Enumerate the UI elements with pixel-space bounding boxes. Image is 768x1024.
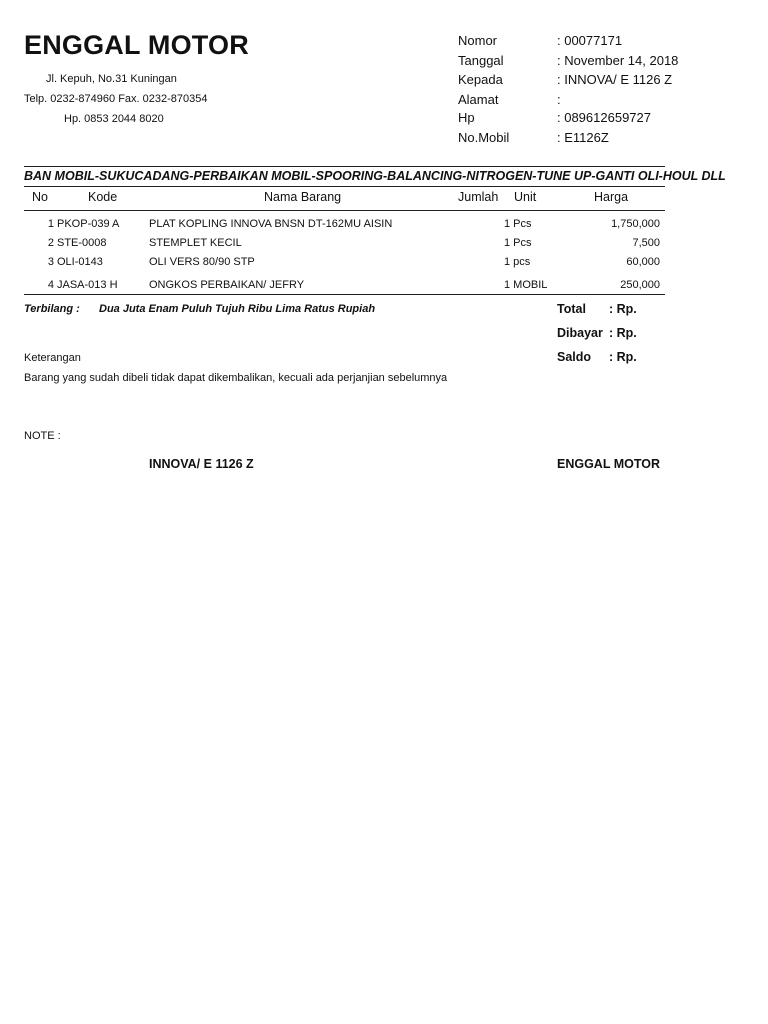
saldo-label: Saldo <box>557 350 592 364</box>
row-harga: 7,500 <box>632 237 660 249</box>
services-banner: BAN MOBIL-SUKUCADANG-PERBAIKAN MOBIL-SPOORING-BALANCING-NITROGEN-TUNE UP-GANTI OLI-HOUL DLL <box>24 169 726 183</box>
meta-label-kepada: Kepada <box>458 72 503 87</box>
row-unit: 1 Pcs <box>504 218 532 230</box>
col-header-jumlah: Jumlah <box>458 190 499 204</box>
meta-value-hp: : 089612659727 <box>557 110 651 125</box>
row-nama-barang: STEMPLET KECIL <box>149 237 242 249</box>
meta-label-nomor: Nomor <box>458 33 498 48</box>
dibayar-label: Dibayar <box>557 326 603 340</box>
terbilang-label: Terbilang : <box>24 303 80 315</box>
row-unit: 1 MOBIL <box>504 279 548 291</box>
company-phone-fax: Telp. 0232-874960 Fax. 0232-870354 <box>24 93 208 105</box>
col-header-no: No <box>32 190 48 204</box>
row-no: 4 <box>47 279 54 291</box>
row-kode: JASA-013 H <box>57 279 118 291</box>
keterangan-label: Keterangan <box>24 352 81 364</box>
saldo-value: : Rp. <box>609 350 637 364</box>
terbilang-value: Dua Juta Enam Puluh Tujuh Ribu Lima Ratus Rupiah <box>99 303 376 315</box>
row-no: 1 <box>47 218 54 230</box>
meta-label-hp: Hp <box>458 110 475 125</box>
company-mobile: Hp. 0853 2044 8020 <box>64 113 164 125</box>
col-header-nama-barang: Nama Barang <box>264 190 342 204</box>
company-name: ENGGAL MOTOR <box>24 30 249 60</box>
banner-bottom-rule <box>24 186 665 187</box>
row-nama-barang: PLAT KOPLING INNOVA BNSN DT-162MU AISIN <box>149 218 393 230</box>
dibayar-value: : Rp. <box>609 326 637 340</box>
signature-customer: INNOVA/ E 1126 Z <box>149 457 254 471</box>
total-value: : Rp. <box>609 302 637 316</box>
row-harga: 1,750,000 <box>611 218 660 230</box>
row-nama-barang: OLI VERS 80/90 STP <box>149 256 255 268</box>
meta-value-alamat: : <box>557 92 561 107</box>
table-bottom-rule <box>24 294 665 295</box>
row-harga: 60,000 <box>626 256 660 268</box>
meta-label-tanggal: Tanggal <box>458 53 504 68</box>
row-no: 2 <box>47 237 54 249</box>
col-header-unit: Unit <box>514 190 537 204</box>
meta-label-alamat: Alamat <box>458 92 499 107</box>
row-kode: OLI-0143 <box>57 256 103 268</box>
meta-value-nomor: : 00077171 <box>557 33 623 48</box>
note-label: NOTE : <box>24 430 61 442</box>
keterangan-text: Barang yang sudah dibeli tidak dapat dikembalikan, kecuali ada perjanjian sebelumnya <box>24 372 448 384</box>
col-header-kode: Kode <box>88 190 118 204</box>
banner-top-rule <box>24 166 665 167</box>
meta-value-no-mobil: : E1126Z <box>557 130 609 145</box>
meta-value-kepada: : INNOVA/ E 1126 Z <box>557 72 673 87</box>
row-kode: PKOP-039 A <box>57 218 120 230</box>
meta-label-no-mobil: No.Mobil <box>458 130 510 145</box>
row-unit: 1 Pcs <box>504 237 532 249</box>
row-unit: 1 pcs <box>504 256 531 268</box>
total-label: Total <box>557 302 586 316</box>
row-harga: 250,000 <box>620 279 660 291</box>
row-no: 3 <box>47 256 54 268</box>
table-header-rule <box>24 210 665 211</box>
row-nama-barang: ONGKOS PERBAIKAN/ JEFRY <box>149 279 305 291</box>
signature-company: ENGGAL MOTOR <box>557 457 661 471</box>
company-address: Jl. Kepuh, No.31 Kuningan <box>46 73 177 85</box>
meta-value-tanggal: : November 14, 2018 <box>557 53 679 68</box>
row-kode: STE-0008 <box>57 237 107 249</box>
col-header-harga: Harga <box>594 190 629 204</box>
